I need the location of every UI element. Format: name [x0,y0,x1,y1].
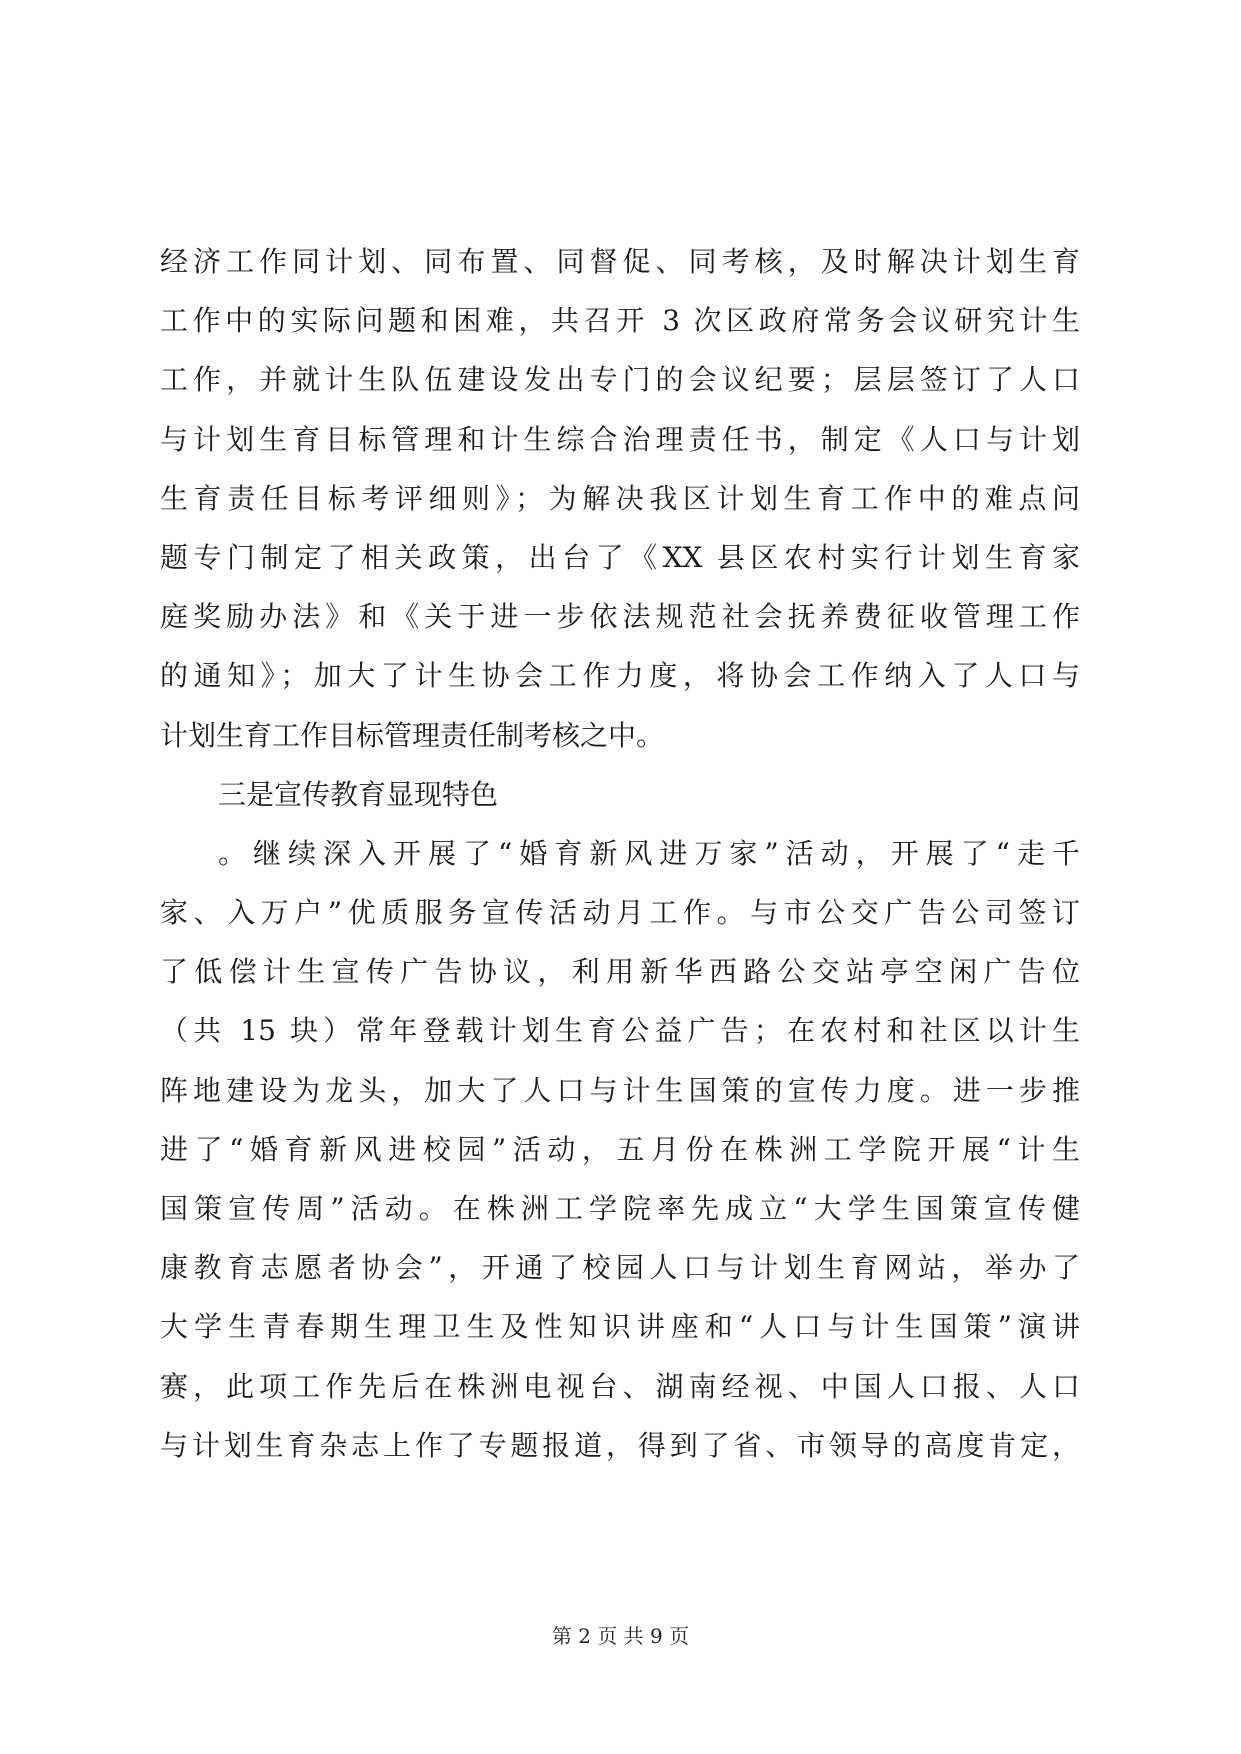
text-line: 工作中的实际问题和困难，共召开 3 次区政府常务会议研究计生 [160,304,1080,338]
text-line: 计划生育工作目标管理责任制考核之中。 [160,718,665,752]
text-line: 与计划生育杂志上作了专题报道，得到了省、市领导的高度肯定， [160,1428,1080,1462]
text-line: 工作，并就计生队伍建设发出专门的会议纪要；层层签订了人口 [160,363,1080,397]
text-line: 国策宣传周”活动。在株洲工学院率先成立“大学生国策宣传健 [160,1192,1080,1225]
text-line: （共 15 块）常年登载计划生育公益广告；在农村和社区以计生 [160,1014,1080,1048]
text-line: 。继续深入开展了“婚育新风进万家”活动，开展了“走千 [218,836,1080,870]
text-line: 大学生青春期生理卫生及性知识讲座和“人口与计生国策”演讲 [160,1310,1080,1344]
text-line: 康教育志愿者协会”，开通了校园人口与计划生育网站，举办了 [160,1251,1080,1285]
text-line: 了低偿计生宣传广告协议，利用新华西路公交站亭空闲广告位 [160,955,1080,989]
text-line: 家、入万户”优质服务宣传活动月工作。与市公交广告公司签订 [160,896,1080,930]
text-line: 庭奖励办法》和《关于进一步依法规范社会抚养费征收管理工作 [160,600,1080,634]
text-line: 经济工作同计划、同布置、同督促、同考核，及时解决计划生育 [160,245,1080,278]
text-line: 题专门制定了相关政策，出台了《XX 县区农村实行计划生育家 [160,540,1080,574]
section-heading: 三是宣传教育显现特色 [218,777,499,811]
text-line: 与计划生育目标管理和计生综合治理责任书，制定《人口与计划 [160,422,1080,456]
text-line: 的通知》；加大了计生协会工作力度，将协会工作纳入了人口与 [160,659,1080,693]
text-line: 阵地建设为龙头，加大了人口与计生国策的宣传力度。进一步推 [160,1073,1080,1107]
text-line: 进了“婚育新风进校园”活动，五月份在株洲工学院开展“计生 [160,1132,1080,1166]
text-line: 生育责任目标考评细则》；为解决我区计划生育工作中的难点问 [160,481,1080,515]
text-line: 赛，此项工作先后在株洲电视台、湖南经视、中国人口报、人口 [160,1369,1080,1403]
document-body [160,232,1080,1475]
page-number-footer: 第 2 页 共 9 页 [551,1624,690,1648]
